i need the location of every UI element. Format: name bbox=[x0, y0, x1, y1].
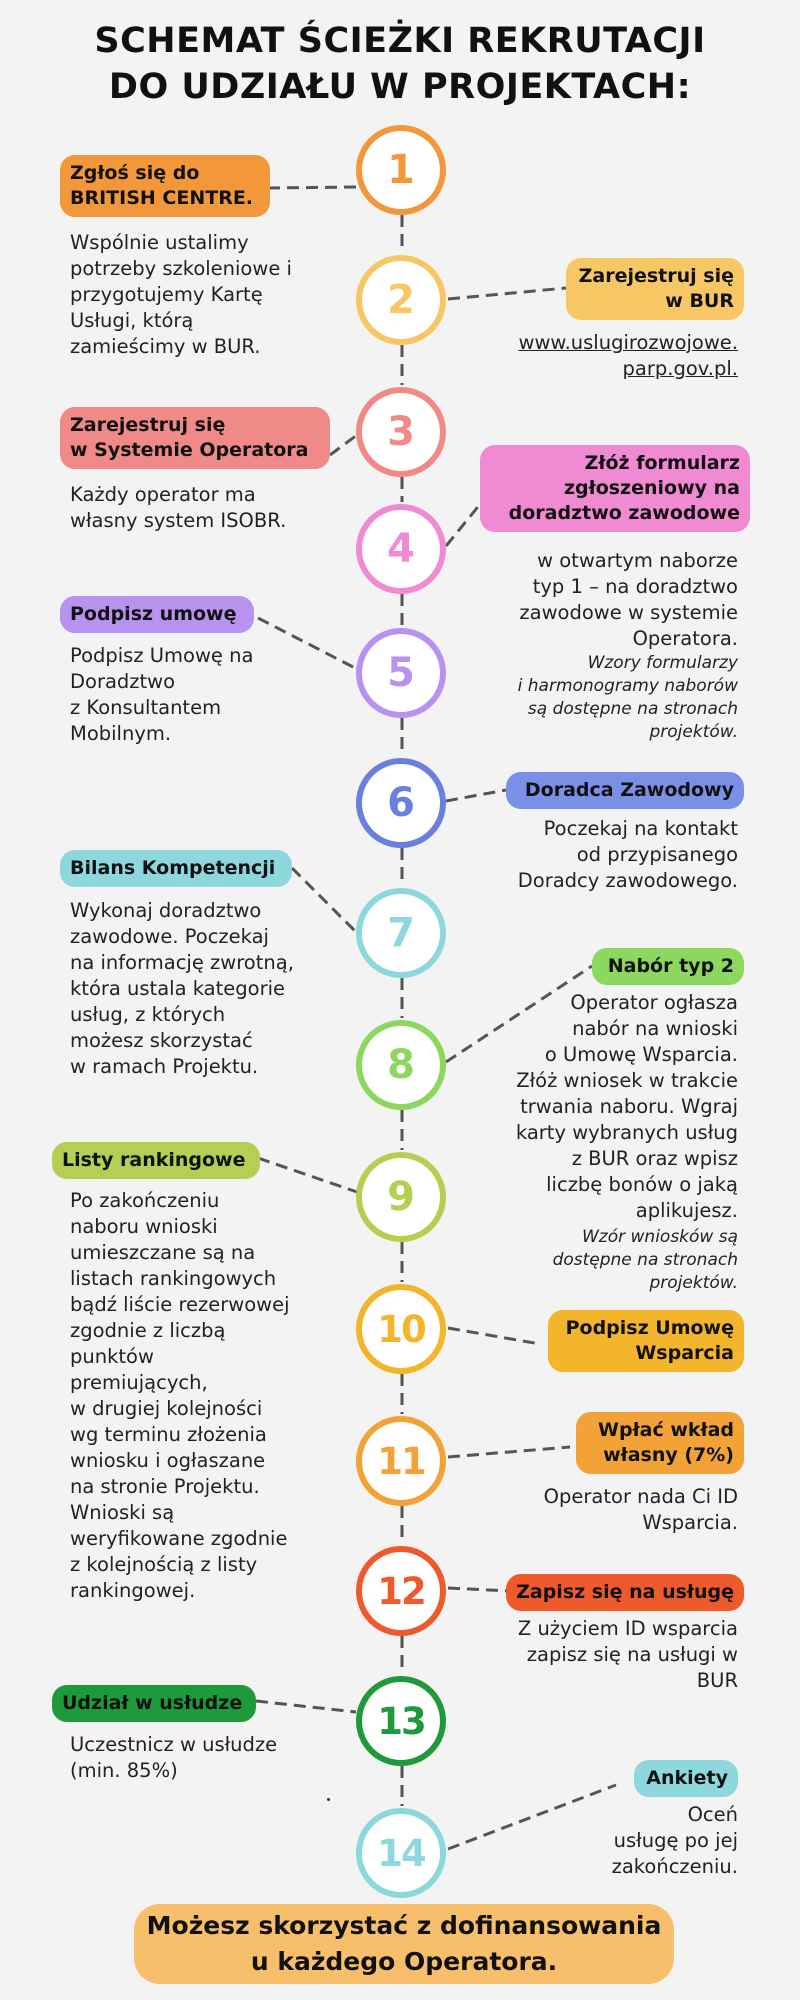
step-11-badge: Wpłać wkład własny (7%) bbox=[576, 1412, 744, 1474]
step-10-badge: Podpisz Umowę Wsparcia bbox=[548, 1310, 744, 1372]
step-1-text: Wspólnie ustalimy potrzeby szkoleniowe i przygotujemy Kartę Usługi, którą zamieścimy w BUR. bbox=[70, 231, 292, 358]
step-3-badge: Zarejestruj się w Systemie Operatora bbox=[60, 407, 330, 469]
page-title: SCHEMAT ŚCIEŻKI REKRUTACJI DO UDZIAŁU W PROJEKTACH: bbox=[94, 21, 706, 107]
branch-line-3 bbox=[330, 435, 357, 455]
step-9-text: Po zakończeniu naboru wnioski umieszczane są na listach rankingowych bądź liście rezerwowej zgodnie z liczbą punktów premiujących, w drugiej kolejności wg terminu złożenia wniosku i ogłaszane na stronie Projektu. Wnioski są weryfikowane zgodnie z kolejnością z listy rankingowej. bbox=[70, 1189, 290, 1602]
step-14-badge: Ankiety bbox=[634, 1760, 738, 1797]
branch-line-9 bbox=[258, 1158, 357, 1192]
stray-dot bbox=[327, 1798, 330, 1801]
step-3-text: Każdy operator ma własny system ISOBR. bbox=[70, 483, 287, 532]
step-8-circle: 8 bbox=[356, 1020, 446, 1110]
step-1-circle: 1 bbox=[356, 125, 446, 215]
step-11-text: Operator nada Ci ID Wsparcia. bbox=[543, 1485, 738, 1534]
step-12-circle: 12 bbox=[356, 1546, 446, 1636]
step-4-note: Wzory formularzy i harmonogramy naborów są dostępne na stronach projektów. bbox=[517, 653, 738, 742]
branch-line-1 bbox=[268, 187, 356, 188]
step-13-circle: 13 bbox=[356, 1676, 446, 1766]
step-9-badge: Listy rankingowe bbox=[52, 1142, 260, 1179]
step-5-text: Podpisz Umowę na Doradztwo z Konsultantem Mobilnym. bbox=[70, 644, 254, 745]
step-14-circle: 14 bbox=[356, 1808, 446, 1898]
step-12-badge: Zapisz się na usługę bbox=[506, 1574, 744, 1611]
footer-banner: Możesz skorzystać z dofinansowania u każdego Operatora. bbox=[134, 1904, 674, 1984]
step-6-circle: 6 bbox=[356, 758, 446, 848]
step-2-badge: Zarejestruj się w BUR bbox=[566, 258, 744, 320]
step-5-badge: Podpisz umowę bbox=[60, 596, 254, 633]
branch-line-10 bbox=[448, 1328, 540, 1344]
branch-line-11 bbox=[448, 1447, 570, 1457]
branch-line-6 bbox=[446, 790, 506, 801]
step-7-badge: Bilans Kompetencji bbox=[60, 850, 292, 887]
step-6-badge: Doradca Zawodowy bbox=[506, 772, 744, 809]
step-13-text: Uczestnicz w usłudze (min. 85%) bbox=[70, 1733, 278, 1782]
branch-line-13 bbox=[256, 1701, 356, 1712]
step-9-circle: 9 bbox=[356, 1152, 446, 1242]
step-13-badge: Udział w usłudze bbox=[52, 1685, 256, 1722]
branch-line-2 bbox=[448, 288, 566, 299]
step-6-text: Poczekaj na kontakt od przypisanego Doradcy zawodowego. bbox=[517, 817, 738, 892]
step-8-text: Operator ogłasza nabór na wnioski o Umowę Wsparcia. Złóż wniosek w trakcie trwania naboru. Wgraj karty wybranych usług z BUR oraz wpisz liczbę bonów o jaką aplikujesz. bbox=[515, 991, 738, 1222]
branch-line-12 bbox=[448, 1588, 510, 1591]
step-2-link[interactable]: www.uslugirozwojowe. parp.gov.pl. bbox=[518, 331, 738, 380]
step-2-circle: 2 bbox=[356, 255, 446, 345]
step-12-text: Z użyciem ID wsparcia zapisz się na usługi w BUR bbox=[517, 1617, 738, 1692]
step-1-badge: Zgłoś się do BRITISH CENTRE. bbox=[60, 155, 270, 217]
step-7-circle: 7 bbox=[356, 888, 446, 978]
step-3-circle: 3 bbox=[356, 387, 446, 477]
step-4-text: w otwartym naborze typ 1 – na doradztwo zawodowe w systemie Operatora. bbox=[519, 549, 738, 650]
step-5-circle: 5 bbox=[356, 628, 446, 718]
step-8-badge: Nabór typ 2 bbox=[592, 948, 744, 985]
step-8-note: Wzór wniosków są dostępne na stronach projektów. bbox=[552, 1227, 738, 1293]
step-11-circle: 11 bbox=[356, 1416, 446, 1506]
step-4-circle: 4 bbox=[356, 504, 446, 594]
step-14-text: Oceń usługę po jej zakończeniu. bbox=[611, 1803, 738, 1878]
step-7-text: Wykonaj doradztwo zawodowe. Poczekaj na informację zwrotną, która ustala kategorie usług, z których możesz skorzystać w ramach Projektu. bbox=[70, 899, 294, 1078]
step-10-circle: 10 bbox=[356, 1284, 446, 1374]
step-4-badge: Złóż formularz zgłoszeniowy na doradztwo zawodowe bbox=[480, 445, 750, 532]
